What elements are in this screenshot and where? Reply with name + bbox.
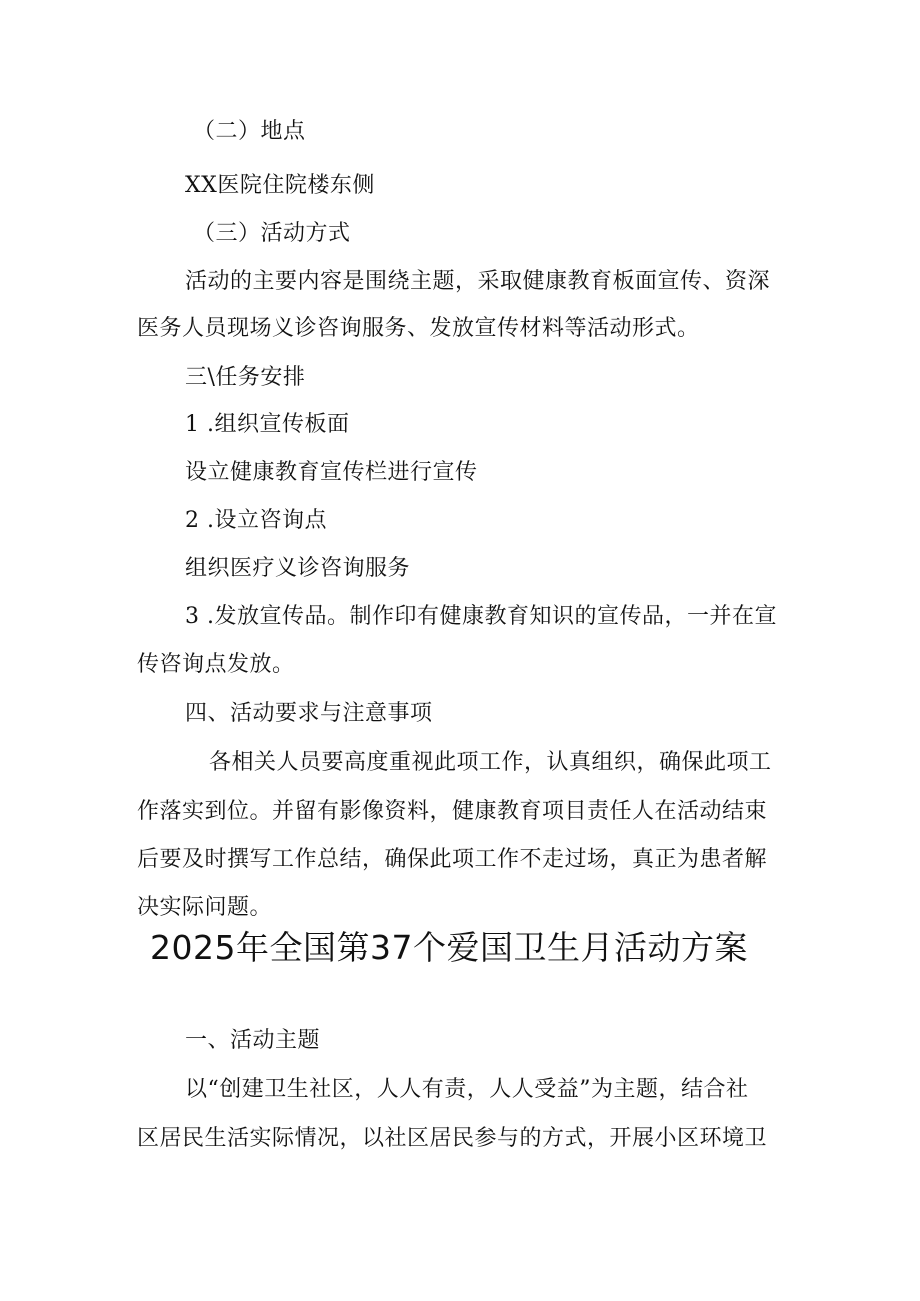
- heading-activity-theme: 一、活动主题: [185, 1028, 321, 1053]
- list-item-2-body: 组织医疗义诊咨询服务: [185, 556, 411, 581]
- paragraph-location-value: XX医院住院楼东侧: [185, 173, 375, 198]
- list-item-2-title: 2 .设立咨询点: [185, 508, 327, 533]
- list-item-3-line-1: 3 .发放宣传品。制作印有健康教育知识的宣传品，一并在宣: [185, 604, 777, 629]
- paragraph-requirements-line-2: 作落实到位。并留有影像资料，健康教育项目责任人在活动结束: [137, 799, 768, 824]
- heading-requirements: 四、活动要求与注意事项: [185, 701, 433, 726]
- paragraph-theme-line-2: 区居民生活实际情况，以社区居民参与的方式，开展小区环境卫: [137, 1126, 768, 1151]
- paragraph-requirements-line-3: 后要及时撰写工作总结，确保此项工作不走过场，真正为患者解: [137, 847, 768, 872]
- paragraph-method-line-2: 医务人员现场义诊咨询服务、发放宣传材料等活动形式。: [137, 316, 700, 341]
- list-item-1-body: 设立健康教育宣传栏进行宣传: [185, 460, 478, 485]
- list-item-1-title: 1 .组织宣传板面: [185, 412, 350, 437]
- paragraph-requirements-line-1: 各相关人员要高度重视此项工作，认真组织，确保此项工: [209, 750, 772, 775]
- heading-task-arrangement: 三\任务安排: [185, 365, 306, 390]
- document-title: 2025年全国第37个爱国卫生月活动方案: [150, 928, 748, 967]
- paragraph-theme-line-1: 以“创建卫生社区，人人有责，人人受益”为主题，结合社: [185, 1077, 749, 1102]
- list-item-3-line-2: 传咨询点发放。: [137, 652, 295, 677]
- paragraph-method-line-1: 活动的主要内容是围绕主题，采取健康教育板面宣传、资深: [185, 269, 771, 294]
- paragraph-requirements-line-4: 决实际问题。: [137, 895, 273, 920]
- heading-location: （二）地点: [193, 119, 306, 144]
- heading-activity-method: （三）活动方式: [193, 221, 351, 246]
